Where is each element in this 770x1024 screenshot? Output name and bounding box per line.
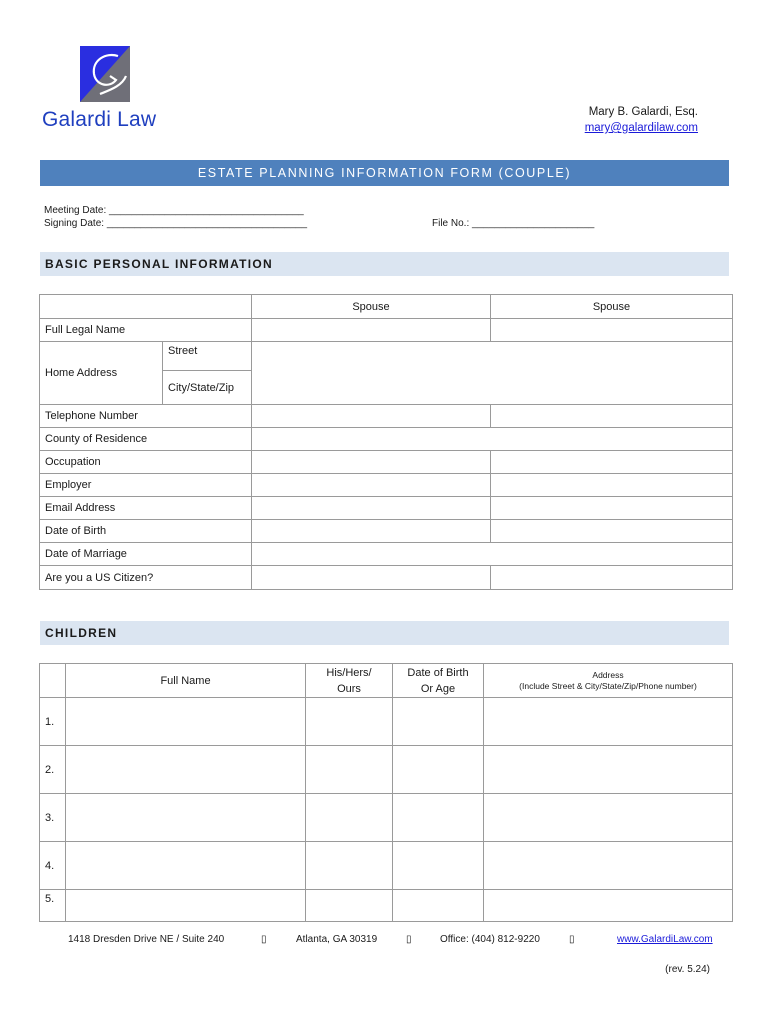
meeting-date-field[interactable]: Meeting Date: ___________________________________ — [44, 205, 304, 216]
spouse2-email-input[interactable] — [491, 497, 733, 520]
employer-label: Employer — [40, 474, 252, 497]
logo-mark-icon — [80, 46, 130, 102]
relationship-header: His/Hers/ Ours — [306, 664, 393, 698]
full-legal-name-label: Full Legal Name — [40, 319, 252, 342]
child-address-input[interactable] — [484, 698, 733, 746]
footer-website — [617, 934, 713, 945]
marriage-label: Date of Marriage — [40, 543, 252, 566]
table-row — [40, 890, 733, 922]
footer-separator-2: ▯ — [406, 934, 412, 945]
spouse1-email-input[interactable] — [252, 497, 491, 520]
revision-label: (rev. 5.24) — [665, 964, 710, 975]
contact-block — [585, 104, 698, 136]
spouse-header-2: Spouse — [491, 295, 733, 319]
child-name-input[interactable] — [66, 794, 306, 842]
dob-label: Date of Birth — [40, 520, 252, 543]
table-row — [40, 698, 733, 746]
child-dob-input[interactable] — [393, 746, 484, 794]
footer-office-phone: Office: (404) 812-9220 — [440, 934, 540, 945]
children-heading: CHILDREN — [40, 621, 729, 645]
footer-separator-1: ▯ — [261, 934, 267, 945]
row-number: 3. — [40, 794, 66, 842]
telephone-label: Telephone Number — [40, 405, 252, 428]
spouse2-citizen-input[interactable] — [491, 566, 733, 590]
child-name-input[interactable] — [66, 746, 306, 794]
spouse2-telephone-input[interactable] — [491, 405, 733, 428]
spouse1-citizen-input[interactable] — [252, 566, 491, 590]
row-number: 2. — [40, 746, 66, 794]
table-row — [40, 746, 733, 794]
row-number: 5. — [40, 890, 66, 922]
attorney-name: Mary B. Galardi, Esq. — [588, 106, 698, 118]
footer-city: Atlanta, GA 30319 — [296, 934, 378, 945]
home-address-input[interactable] — [252, 342, 733, 405]
website-link[interactable]: www.GalardiLaw.com — [617, 934, 713, 945]
marriage-date-input[interactable] — [252, 543, 733, 566]
child-address-input[interactable] — [484, 794, 733, 842]
child-address-input[interactable] — [484, 890, 733, 922]
basic-info-heading: BASIC PERSONAL INFORMATION — [40, 252, 729, 276]
signing-date-field[interactable]: Signing Date: ____________________________________ — [44, 218, 308, 229]
county-input[interactable] — [252, 428, 733, 451]
child-address-input[interactable] — [484, 842, 733, 890]
spouse-header-1: Spouse — [252, 295, 491, 319]
child-relationship-input[interactable] — [306, 842, 393, 890]
dob-header: Date of Birth Or Age — [393, 664, 484, 698]
spouse1-dob-input[interactable] — [252, 520, 491, 543]
spouse1-telephone-input[interactable] — [252, 405, 491, 428]
spouse1-full-name-input[interactable] — [252, 319, 491, 342]
footer-address: 1418 Dresden Drive NE / Suite 240 — [68, 934, 225, 945]
form-title: ESTATE PLANNING INFORMATION FORM (COUPLE) — [40, 160, 729, 186]
street-label: Street — [163, 342, 252, 371]
child-name-input[interactable] — [66, 698, 306, 746]
spouse2-dob-input[interactable] — [491, 520, 733, 543]
children-number-header — [40, 664, 66, 698]
email-label: Email Address — [40, 497, 252, 520]
footer-separator-3: ▯ — [569, 934, 575, 945]
child-address-input[interactable] — [484, 746, 733, 794]
child-relationship-input[interactable] — [306, 794, 393, 842]
child-dob-input[interactable] — [393, 890, 484, 922]
spouse1-occupation-input[interactable] — [252, 451, 491, 474]
address-header: Address (Include Street & City/State/Zip/Phone number) — [484, 664, 733, 698]
child-relationship-input[interactable] — [306, 698, 393, 746]
city-state-zip-label: City/State/Zip — [163, 371, 252, 405]
table-corner — [40, 295, 252, 319]
spouse2-employer-input[interactable] — [491, 474, 733, 497]
child-name-input[interactable] — [66, 890, 306, 922]
row-number: 1. — [40, 698, 66, 746]
child-dob-input[interactable] — [393, 698, 484, 746]
children-table — [39, 663, 733, 922]
child-dob-input[interactable] — [393, 842, 484, 890]
email-link[interactable]: mary@galardilaw.com — [584, 122, 698, 134]
spouse2-full-name-input[interactable] — [491, 319, 733, 342]
citizen-label: Are you a US Citizen? — [40, 566, 252, 590]
county-label: County of Residence — [40, 428, 252, 451]
child-relationship-input[interactable] — [306, 746, 393, 794]
child-relationship-input[interactable] — [306, 890, 393, 922]
file-no-field[interactable]: File No.: ______________________ — [432, 218, 595, 229]
table-row — [40, 794, 733, 842]
home-address-label: Home Address — [40, 342, 163, 405]
basic-info-table — [39, 294, 733, 590]
spouse1-employer-input[interactable] — [252, 474, 491, 497]
full-name-header: Full Name — [66, 664, 306, 698]
occupation-label: Occupation — [40, 451, 252, 474]
child-name-input[interactable] — [66, 842, 306, 890]
table-row — [40, 842, 733, 890]
row-number: 4. — [40, 842, 66, 890]
spouse2-occupation-input[interactable] — [491, 451, 733, 474]
logo-text: Galardi Law — [42, 108, 157, 131]
child-dob-input[interactable] — [393, 794, 484, 842]
